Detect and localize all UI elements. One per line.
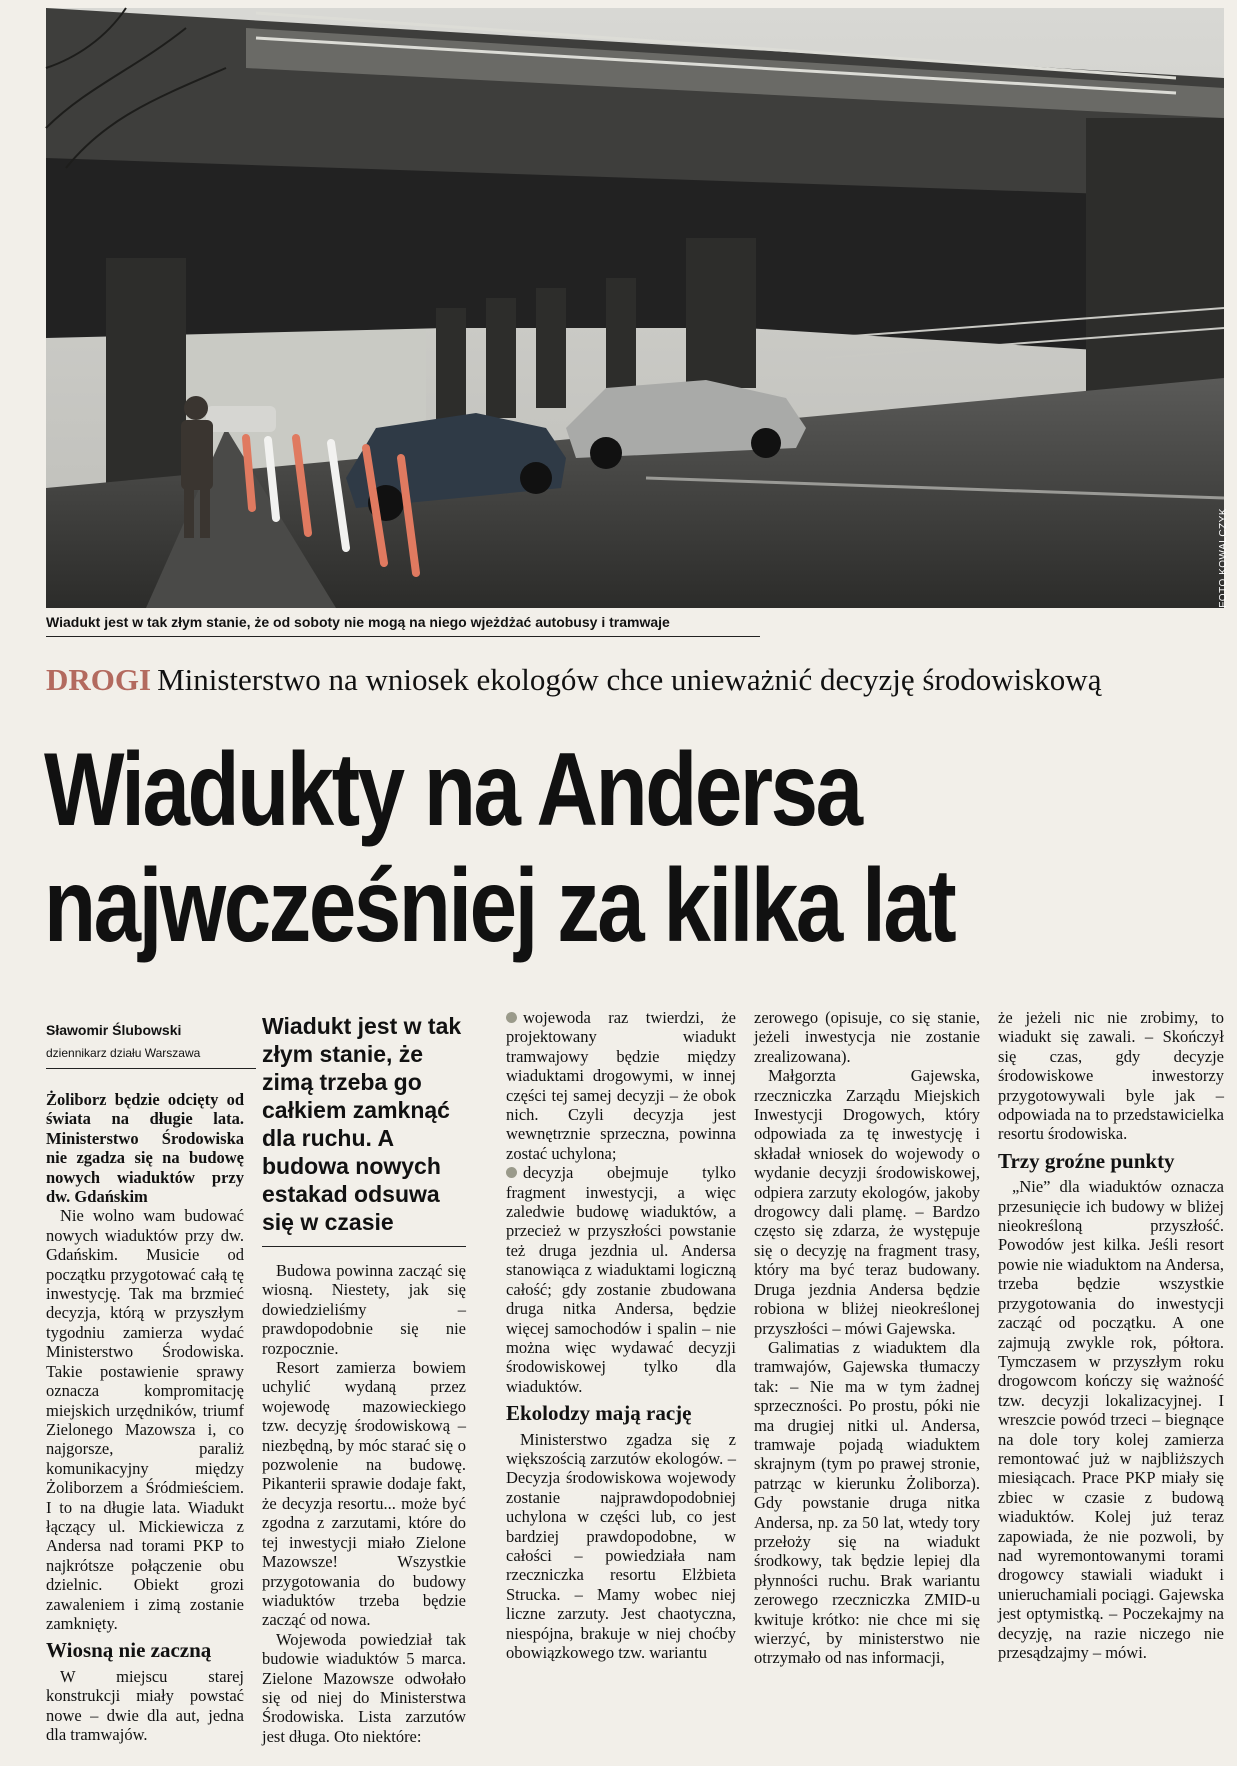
byline [46,1022,256,1069]
headline-line-2: najwcześniej za kilka lat [44,848,955,964]
paragraph: Resort zamierza bowiem uchylić wydaną przez wojewodę mazowieckiego tzw. decyzję środowiskową – niezbędną, by móc starać się o pozwolenie na budowę. Pikanterii sprawie dodaje fakt, że decyzja resortu... może być zgodna z zarzutami, które do tej inwestycji miało Zielone Mazowsze! Wszystkie przygotowania do budowy wiaduktów trzeba będzie zacząć od nowa. [262,1358,466,1630]
section-kicker [46,662,1101,698]
paragraph: Wojewoda powiedział tak budowie wiaduktów 5 marca. Zielone Mazowsze odwołało się od niej do Ministerstwa Środowiska. Lista zarzutów jest długa. Oto niektóre: [262,1629,466,1746]
article-column-4 [754,1008,980,1668]
author-role: dziennikarz działu Warszawa [46,1046,256,1069]
article-column-3 [506,1008,736,1662]
paragraph: Ministerstwo zgadza się z większością zarzutów ekologów. – Decyzja środowiskowa wojewody zostanie najprawdopodobniej uchylona w części lub, co jest bardziej prawdopodobne, w całości – powiedziała nam rzeczniczka resortu Elżbieta Strucka. – Mamy wobec niej liczne zarzuty. Jest chaotyczna, niespójna, brakuje w niej choćby obowiązkowego tzw. wariantu [506,1429,736,1662]
paragraph: Budowa powinna zacząć się wiosną. Niestety, jak się dowiedzieliśmy – prawdopodobnie się nie rozpocznie. [262,1261,466,1358]
paragraph: zerowego (opisuje, co się stanie, jeżeli inwestycja nie zostanie zrealizowana). [754,1008,980,1066]
bullet-icon [506,1167,517,1178]
paragraph: że jeżeli nic nie zrobimy, to wiadukt się zawali. – Skończył się czas, gdy decyzje środowiskowe inwestorzy przygotowywali byle jak – odpowiada na to przedstawicielka resortu środowiska. [998,1008,1224,1144]
subheading: Trzy groźne punkty [998,1148,1175,1173]
bullet-item: decyzja obejmuje tylko fragment inwestycji, a więc zaledwie budowę wiaduktów, a przecież w przyszłości powstanie też druga jezdnia ul. Andersa stanowiąca z wiaduktami logiczną całość; gdy zostanie zbudowana druga nitka Andersa, będzie więcej samochodów i spalin – nie można więc wydawać decyzji środowiskowej tylko dla wiaduktów. [506,1163,736,1396]
article-column-1 [46,1090,244,1744]
photo-credit: FOTO KOWALCZYK [1218,508,1229,608]
paragraph: Małgorzta Gajewska, rzeczniczka Zarządu Miejskich Inwestycji Drogowych, który odpowiada za tę inwestycję i składał wniosek do wojewody o wydanie decyzji środowiskowej, odpiera zarzuty ekologów, jakoby drogowcy dali plamę. – Bardzo często się zdarza, że występuje się o decyzję na fragment trasy, który ma być teraz budowany. Druga jezdnia Andersa będzie robiona w bliżej nieokreślonej przyszłości – mówi Gajewska. [754,1066,980,1338]
subheading: Ekolodzy mają rację [506,1401,692,1426]
bullet-item: wojewoda raz twierdzi, że projektowany wiadukt tramwajowy będzie między wiaduktami drogowymi, w innej części tej samej decyzji – że obok nich. Czyli decyzja jest wewnętrznie sprzeczna, powinna zostać uchylona; [506,1008,736,1163]
bullet-icon [506,1012,517,1023]
photo-caption: Wiadukt jest w tak złym stanie, że od soboty nie mogą na niego wjeżdżać autobusy i tramwaje [46,614,760,637]
paragraph: Nie wolno wam budować nowych wiaduktów przy dw. Gdańskim. Musicie od początku przygotować całą tę inwestycję. Tak ma brzmieć decyzja, którą w przyszłym tygodniu zamierza wydać Ministerstwo Środowiska. Takie postawienie sprawy oznacza kompromitację miejskich urzędników, triumf Zielonego Mazowsza i, co najgorsze, paraliż komunikacyjny między Żoliborzem a Śródmieściem. I to na długie lata. Wiadukt łączący ul. Mickiewicza z Andersa nad torami PKP to najkrótsze połączenie obu dzielnic. Obiekt grozi zawaleniem i zimą zostanie zamknięty. [46,1206,244,1633]
viaduct-photo-illustration [46,8,1224,608]
paragraph: „Nie” dla wiaduktów oznacza przesunięcie ich budowy w bliżej nieokreśloną przyszłość. Powodów jest kilka. Jeśli resort powie nie wiaduktom na Andersa, trzeba będzie wszystkie przygotowania do inwestycji zacząć od początku. A one zajmują zwykle rok, półtora. Tymczasem w przyszłym roku drogowcom kończy się ważność tzw. decyzji lokalizacyjnej. I wreszcie powód trzeci – biegnące na dole tory kolej zamierza remontować już w najbliższych miesiącach. Prace PKP miały się zbiec w czasie z budową wiaduktów. Kolej już teraz zapowiada, że nie pozwoli, by nad wyremontowanymi torami drogowcy stawiali wiadukt i unieruchamiali pociągi. Gajewska jest optymistką. – Poczekajmy na decyzję, na razie niczego nie przesądzajmy – mówi. [998,1177,1224,1662]
article-column-2 [262,1012,466,1746]
author-name: Sławomir Ślubowski [46,1022,182,1038]
subheading: Wiosną nie zaczną [46,1638,212,1663]
article-column-5 [998,1008,1224,1662]
paragraph: W miejscu starej konstrukcji miały powstać nowe – dwie dla aut, jedna dla tramwajów. [46,1666,244,1744]
paragraph: Galimatias z wiaduktem dla tramwajów, Gajewska tłumaczy tak: – Nie ma w tym żadnej sprzeczności. Po prostu, póki nie ma drugiej nitki ul. Andersa, tramwaje pojadą wiaduktem skrajnym (tym po prawej stronie, patrząc w kierunku Żoliborza). Gdy powstanie druga nitka Andersa, np. za 50 lat, wtedy tory przełoży się na wiadukt środkowy, tak będzie lepiej dla płynności ruchu. Brak wariantu zerowego rzeczniczka ZMID-u kwituje krótko: nie chce mi się wierzyć, by ministerstwo nie otrzymało od nas informacji, [754,1337,980,1668]
pull-quote: Wiadukt jest w tak złym stanie, że zimą trzeba go całkiem zamknąć dla ruchu. A budowa nowych estakad odsuwa się w czasie [262,1012,466,1247]
section-tag: DROGI [46,662,152,697]
lead-paragraph: Żoliborz będzie odcięty od świata na długie lata. Ministerstwo Środowiska nie zgadza się na budowę nowych wiaduktów przy dw. Gdańskim [46,1090,244,1207]
article-photo [46,8,1229,608]
headline-line-1: Wiadukty na Andersa [44,732,861,848]
headline [44,732,1012,964]
kicker-text: Ministerstwo na wniosek ekologów chce unieważnić decyzję środowiskową [157,662,1102,697]
